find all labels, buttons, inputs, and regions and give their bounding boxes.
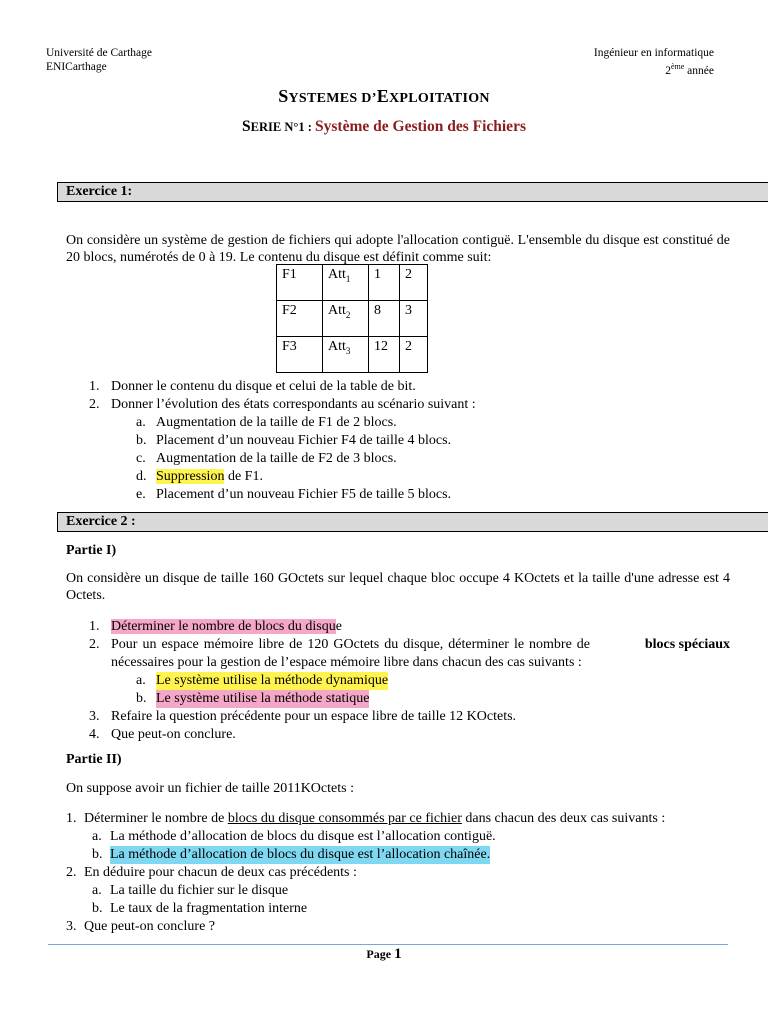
list-item: 3. Que peut-on conclure ?: [66, 919, 215, 934]
highlighted-text: Le système utilise la méthode statique: [156, 691, 370, 706]
exercise1-heading: Exercice 1:: [57, 182, 768, 202]
highlighted-text: Le système utilise la méthode dynamique: [156, 673, 389, 688]
list-item: b. Placement d’un nouveau Fichier F4 de taille 4 blocs.: [136, 433, 452, 448]
list-item: a. Augmentation de la taille de F1 de 2 blocs.: [136, 415, 397, 430]
length-cell: 2: [400, 337, 428, 373]
file-allocation-table: [276, 264, 428, 373]
list-item: 2. Pour un espace mémoire libre de 120 GOctets du disque, déterminer le nombre de blocs spéciaux nécessaires pour la gestion de l’espace mémoire libre dans chacun des cas suivants :: [89, 637, 730, 670]
list-item: 2. En déduire pour chacun de deux cas précédents :: [66, 865, 357, 880]
attribute-cell: Att$_1$: [323, 265, 369, 301]
list-item: b. Le taux de la fragmentation interne: [92, 901, 308, 916]
exercise2-heading: Exercice 2 :: [57, 512, 768, 532]
header-left: [46, 46, 152, 74]
year-label: 2ème année: [665, 62, 714, 77]
list-item: b. Le système utilise la méthode statique: [136, 691, 370, 706]
university-name: Université de Carthage: [46, 47, 153, 59]
underlined-text: blocs du disque consommés par ce fichier: [227, 811, 462, 826]
list-item: b. La méthode d’allocation de blocs du disque est l’allocation chaînée.: [92, 847, 491, 862]
school-name: ENICarthage: [46, 61, 107, 73]
part1-intro: On considère un disque de taille 160 GOctets sur lequel chaque bloc occupe 4 KOctets et la taille d'une adresse est 4 Octets.: [66, 571, 730, 603]
list-item: 3. Refaire la question précédente pour un espace libre de taille 12 KOctets.: [89, 709, 517, 724]
file-name-cell: F1: [277, 265, 323, 301]
part2-intro: On suppose avoir un fichier de taille 2011KOctets :: [66, 781, 354, 796]
list-item: a. Le système utilise la méthode dynamique: [136, 673, 389, 688]
length-cell: 3: [400, 301, 428, 337]
list-item: 1. Déterminer le nombre de blocs du disque: [89, 619, 342, 634]
program-name: Ingénieur en informatique: [593, 47, 714, 59]
start-block-cell: 8: [369, 301, 400, 337]
start-block-cell: 12: [369, 337, 400, 373]
attribute-cell: Att$_3$: [323, 337, 369, 373]
highlighted-text: La méthode d’allocation de blocs du disque est l’allocation chaînée.: [110, 847, 491, 862]
list-item: a. La taille du fichier sur le disque: [92, 883, 289, 898]
series-subtitle: Système de Gestion des Fichiers: [315, 118, 526, 135]
bold-term: blocs spéciaux: [644, 637, 730, 652]
series-title: SERIE N°1 : Système de Gestion des Fichiers: [242, 118, 526, 135]
list-item: 4. Que peut-on conclure.: [89, 727, 236, 742]
file-name-cell: F3: [277, 337, 323, 373]
highlighted-text: Suppression: [156, 469, 225, 484]
attribute-cell: Att$_2$: [323, 301, 369, 337]
file-name-cell: F2: [277, 301, 323, 337]
list-item: c. Augmentation de la taille de F2 de 3 blocs.: [136, 451, 397, 466]
start-block-cell: 1: [369, 265, 400, 301]
list-item: 2. Donner l’évolution des états correspondants au scénario suivant :: [89, 397, 476, 412]
list-item: a. La méthode d’allocation de blocs du disque est l’allocation contiguë.: [92, 829, 496, 844]
page-title: SYSTEMES D’EXPLOITATION: [278, 86, 490, 106]
list-item: d. Suppression de F1.: [136, 469, 263, 484]
part2-title: Partie II): [66, 752, 122, 767]
exercise1-intro: On considère un système de gestion de fichiers qui adopte l'allocation contiguë. L'ensemble du disque est constitué de 20 blocs, numérotés de 0 à 19. Le contenu du disque est définit comme suit:: [66, 233, 730, 265]
table-row: [277, 337, 428, 373]
list-item: 1. Donner le contenu du disque et celui de la table de bit.: [89, 379, 416, 394]
page-number: Page 1: [366, 946, 402, 962]
length-cell: 2: [400, 265, 428, 301]
table-row: [277, 265, 428, 301]
table-row: [277, 301, 428, 337]
header-right: [594, 46, 714, 78]
list-item: e. Placement d’un nouveau Fichier F5 de taille 5 blocs.: [136, 487, 452, 502]
highlighted-text: Déterminer le nombre de blocs du disqu: [111, 619, 336, 634]
part1-title: Partie I): [66, 543, 117, 558]
list-item: 1. Déterminer le nombre de blocs du disque consommés par ce fichier dans chacun des deux cas suivants :: [66, 811, 666, 826]
footer-divider: [48, 944, 728, 945]
